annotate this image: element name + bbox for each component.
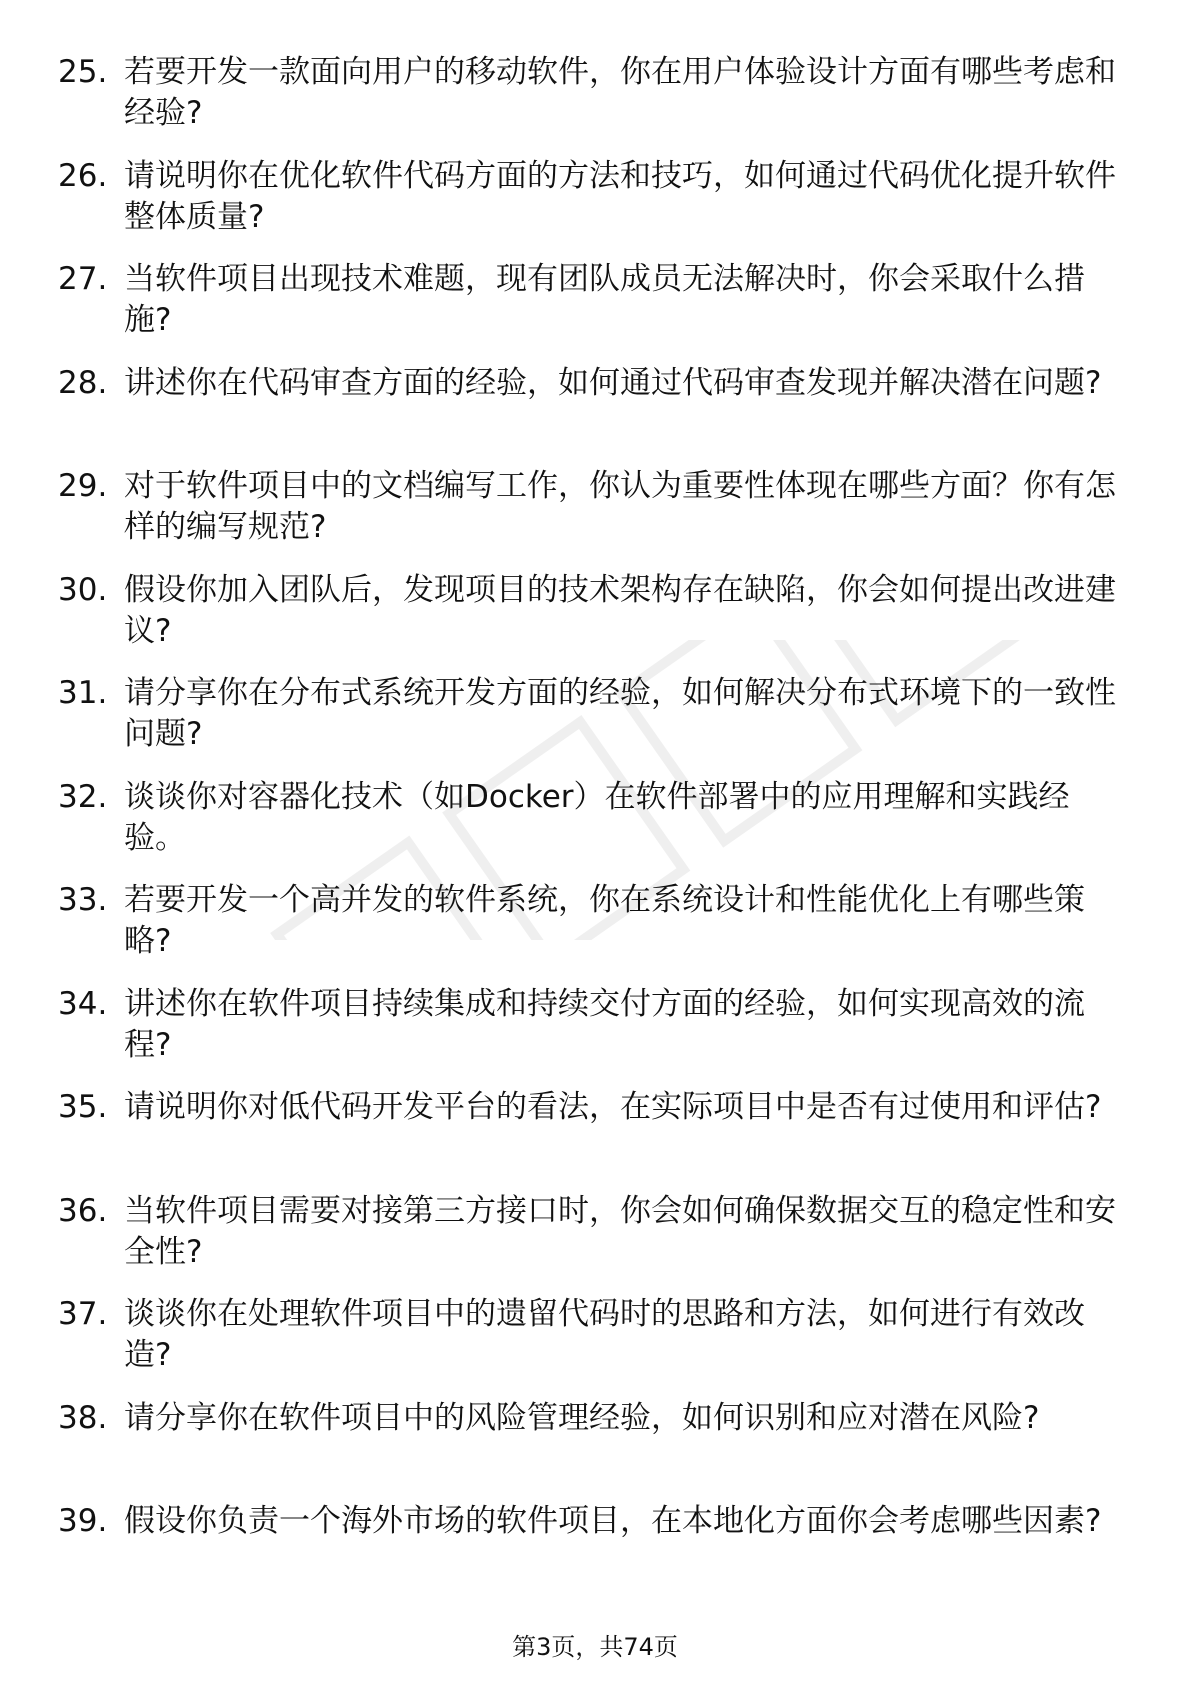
list-item bbox=[58, 52, 1118, 156]
page-footer bbox=[0, 1632, 1190, 1662]
question-number: 31. bbox=[58, 675, 108, 711]
question-text: 请说明你对低代码开发平台的看法，在实际项目中是否有过使用和评估? bbox=[124, 1089, 1102, 1125]
question-number: 34. bbox=[58, 985, 108, 1022]
question-text: 若要开发一款面向用户的移动软件，你在用户体验设计方面有哪些考虑和经验? bbox=[124, 54, 1116, 131]
question-number: 28. bbox=[58, 364, 108, 401]
question-number: 26. bbox=[58, 157, 108, 194]
page-number-label: 第3页，共74页 bbox=[512, 1633, 678, 1661]
question-list bbox=[58, 52, 1118, 1605]
list-item bbox=[58, 570, 1118, 674]
question-number: 37. bbox=[58, 1296, 108, 1332]
list-item bbox=[58, 984, 1118, 1088]
question-text: 讲述你在代码审查方面的经验，如何通过代码审查发现并解决潜在问题? bbox=[124, 364, 1102, 401]
list-item bbox=[58, 1501, 1118, 1605]
list-item bbox=[58, 880, 1118, 984]
question-text: 假设你加入团队后，发现项目的技术架构存在缺陷，你会如何提出改进建议? bbox=[124, 571, 1116, 649]
question-number: 32. bbox=[58, 778, 108, 815]
list-item bbox=[58, 1191, 1118, 1295]
question-number: 25. bbox=[58, 54, 108, 90]
list-item bbox=[58, 466, 1118, 570]
question-text: 谈谈你在处理软件项目中的遗留代码时的思路和方法，如何进行有效改造? bbox=[124, 1296, 1085, 1373]
question-text: 当软件项目需要对接第三方接口时，你会如何确保数据交互的稳定性和安全性? bbox=[124, 1192, 1116, 1270]
question-text: 假设你负责一个海外市场的软件项目，在本地化方面你会考虑哪些因素? bbox=[124, 1503, 1102, 1539]
question-text: 对于软件项目中的文档编写工作，你认为重要性体现在哪些方面？你有怎样的编写规范? bbox=[124, 468, 1116, 545]
question-text: 请分享你在软件项目中的风险管理经验，如何识别和应对潜在风险? bbox=[124, 1399, 1040, 1436]
question-number: 35. bbox=[58, 1089, 108, 1125]
question-text: 请分享你在分布式系统开发方面的经验，如何解决分布式环境下的一致性问题? bbox=[124, 675, 1116, 752]
question-number: 36. bbox=[58, 1192, 108, 1229]
question-number: 33. bbox=[58, 882, 108, 918]
list-item bbox=[58, 1087, 1118, 1191]
list-item bbox=[58, 363, 1118, 467]
question-text: 若要开发一个高并发的软件系统，你在系统设计和性能优化上有哪些策略? bbox=[124, 882, 1085, 959]
question-text: 谈谈你对容器化技术（如Docker）在软件部署中的应用理解和实践经验。 bbox=[124, 778, 1070, 856]
question-number: 39. bbox=[58, 1503, 108, 1539]
list-item bbox=[58, 673, 1118, 777]
list-item bbox=[58, 1398, 1118, 1502]
question-text: 请说明你在优化软件代码方面的方法和技巧，如何通过代码优化提升软件整体质量? bbox=[124, 157, 1116, 235]
question-number: 29. bbox=[58, 468, 108, 504]
question-number: 38. bbox=[58, 1399, 108, 1436]
list-item bbox=[58, 156, 1118, 260]
question-number: 27. bbox=[58, 261, 108, 297]
question-text: 讲述你在软件项目持续集成和持续交付方面的经验，如何实现高效的流程? bbox=[124, 985, 1085, 1063]
list-item bbox=[58, 1294, 1118, 1398]
list-item bbox=[58, 777, 1118, 881]
question-text: 当软件项目出现技术难题，现有团队成员无法解决时，你会采取什么措施? bbox=[124, 261, 1085, 338]
list-item bbox=[58, 259, 1118, 363]
question-number: 30. bbox=[58, 571, 108, 608]
